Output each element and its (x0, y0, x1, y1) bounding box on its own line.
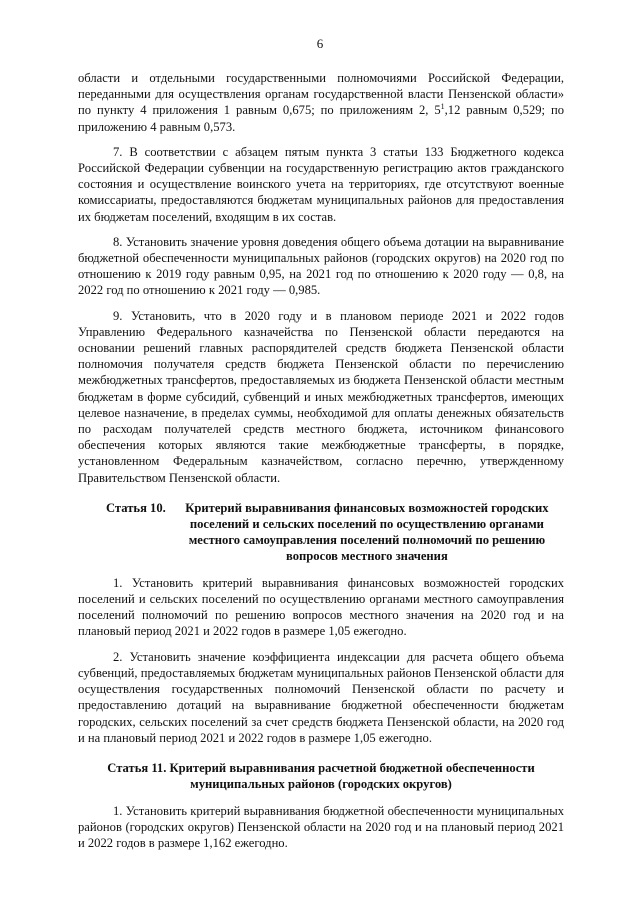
article-10-title: Критерий выравнивания финансовых возможностей городских поселений и сельских поселений по осуществлению органами местного самоуправления поселений полномочий по решению вопросов местного значения (185, 500, 549, 563)
paragraph-continuation-text-b: ,12 равным 0,529; по приложению 4 равным 0,573. (78, 103, 565, 134)
article-11-heading-line-2: муниципальных районов (городских округов) (190, 776, 452, 791)
paragraph-continuation-text-a: области и отдельными государственными полномочиями Российской Федерации, переданными для осуществления органам государственной власти Пензенской области» по пункту 4 приложения 1 равным 0,675; по приложениям 2, 5 (78, 71, 564, 118)
article-11-heading-line-1: Статья 11. Критерий выравнивания расчетной бюджетной обеспеченности (107, 760, 535, 775)
paragraph-9: 9. Установить, что в 2020 году и в плановом периоде 2021 и 2022 годов Управлению Федерального казначейства по Пензенской области передаются на основании решений главных распорядителей средств бюджета Пензенской области полномочия получателя средств бюджета Пензенской области по перечислению межбюджетных трансфертов, предоставляемых из бюджета Пензенской области местным бюджетам в форме субсидий, субвенций и иных межбюджетных трансфертов, имеющих целевое назначение, в пределах суммы, необходимой для оплаты денежных обязательств по расходам получателей средств местного бюджета, источником финансового обеспечения которых являются такие межбюджетные трансферты, в порядке, установленном Федеральным казначейством, согласно перечню, утвержденному Правительством Пензенской области. (78, 308, 564, 485)
article-10-paragraph-1: 1. Установить критерий выравнивания финансовых возможностей городских поселений и сельских поселений по осуществлению органами местного самоуправления поселений полномочий по решению вопросов местного значения на 2020 год и на плановый период 2021 и 2022 годов в размере 1,05 ежегодно. (78, 575, 564, 639)
article-10-paragraph-2: 2. Установить значение коэффициента индексации для расчета общего объема субвенций, предоставляемых бюджетам муниципальных районов Пензенской области для осуществления государственных полномочий Пензенской области по расчету и предоставлению дотаций на выравнивание бюджетной обеспеченности бюджетам городских, сельских поселений за счет средств бюджета Пензенской области, на 2020 год и на плановый период 2021 и 2022 годов в размере 1,05 ежегодно. (78, 649, 564, 745)
article-10-heading (78, 500, 564, 564)
document-body (78, 70, 564, 852)
article-10-number: Статья 10. (106, 500, 166, 515)
paragraph-8: 8. Установить значение уровня доведения общего объема дотации на выравнивание бюджетной обеспеченности муниципальных районов (городских округов) на 2020 год по отношению к 2019 году равным 0,95, на 2021 год по отношению к 2020 году — 0,8, на 2022 год по отношению к 2021 году — 0,985. (78, 234, 564, 298)
paragraph-7: 7. В соответствии с абзацем пятым пункта 3 статьи 133 Бюджетного кодекса Российской Федерации субвенции на государственную регистрацию актов гражданского состояния и осуществление воинского учета на территориях, где отсутствуют военные комиссариаты, предоставляются бюджетам муниципальных районов для предоставления их бюджетам поселений, входящим в их состав. (78, 144, 564, 224)
page-number: 6 (316, 36, 324, 51)
article-11-heading (78, 760, 564, 792)
article-11-paragraph-1: 1. Установить критерий выравнивания бюджетной обеспеченности муниципальных районов (городских округов) Пензенской области на 2020 год и на плановый период 2021 и 2022 годов в размере 1,162 ежегодно. (78, 803, 564, 851)
paragraph-continuation (78, 70, 564, 135)
superscript: 1 (440, 102, 445, 112)
